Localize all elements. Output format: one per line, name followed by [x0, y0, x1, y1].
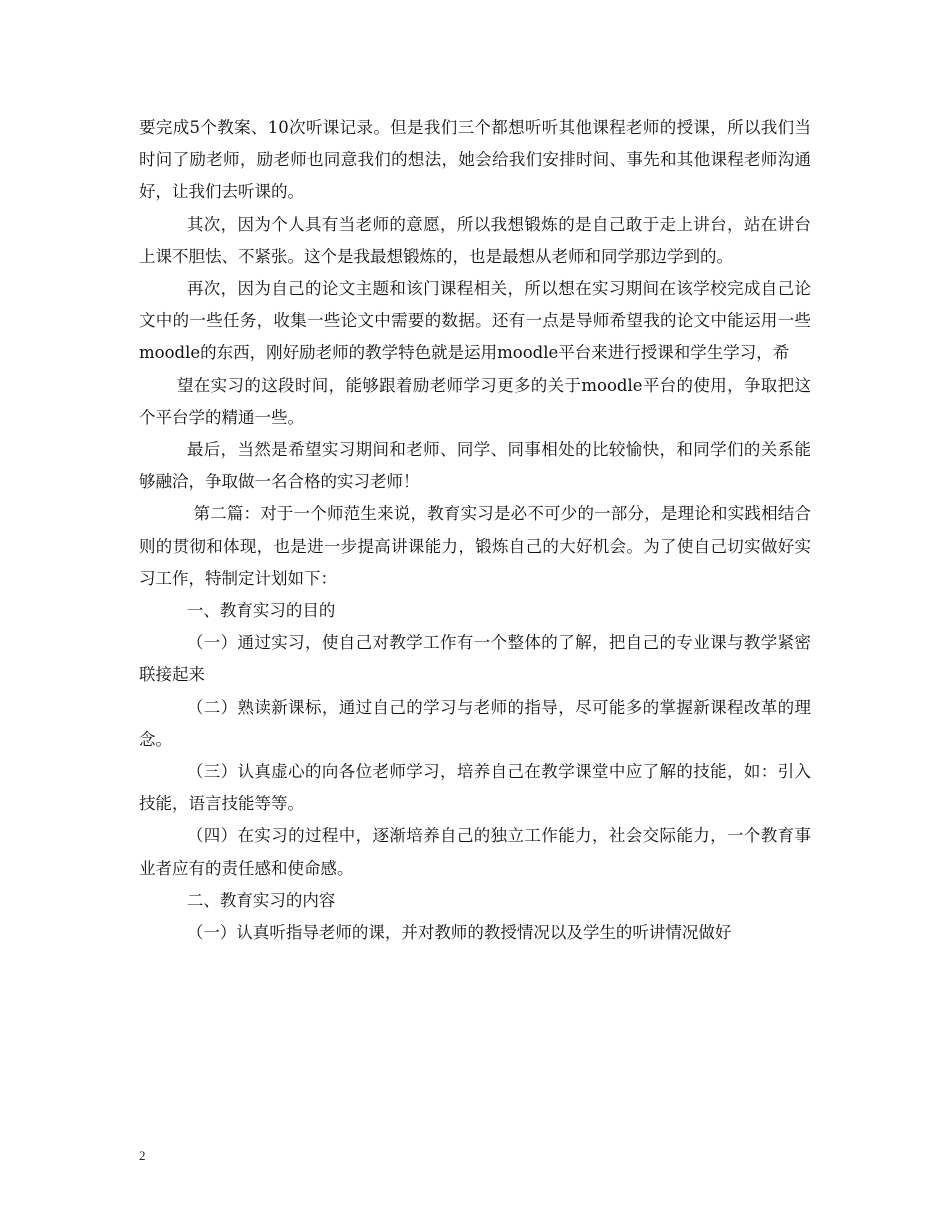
paragraph-6: 第二篇：对于一个师范生来说，教育实习是必不可少的一部分，是理论和实践相结合则的贯彻和体现，也是进一步提高讲课能力，锻炼自己的大好机会。为了使自己切实做好实习工作，特制定计划如下：: [139, 504, 811, 588]
paragraph-1: 要完成5个教案、10次听课记录。但是我们三个都想听听其他课程老师的授课，所以我们当时问了励老师，励老师也同意我们的想法，她会给我们安排时间、事先和其他课程老师沟通好，让我们去听课的。: [139, 118, 811, 202]
list-item-3: （三）认真虚心的向各位老师学习，培养自己在教学课堂中应了解的技能，如：引入技能，语言技能等等。: [139, 762, 811, 814]
list-item-4: （四）在实习的过程中，逐渐培养自己的独立工作能力，社会交际能力，一个教育事业者应有的责任感和使命感。: [139, 826, 811, 878]
section-heading-2: 二、教育实习的内容: [186, 890, 336, 910]
paragraph-3: 再次，因为自己的论文主题和该门课程相关，所以想在实习期间在该学校完成自己论文中的一些任务，收集一些论文中需要的数据。还有一点是导师希望我的论文中能运用一些moodle的东西，刚好励老师的教学特色就是运用moodle平台来进行授课和学生学习，希: [139, 279, 811, 363]
page-number: 2: [139, 1148, 146, 1163]
paragraph-5: 最后，当然是希望实习期间和老师、同学、同事相处的比较愉快，和同学们的关系能够融洽，争取做一名合格的实习老师！: [139, 440, 811, 492]
paragraph-4: 望在实习的这段时间，能够跟着励老师学习更多的关于moodle平台的使用，争取把这个平台学的精通一些。: [139, 375, 811, 427]
paragraph-2: 其次，因为个人具有当老师的意愿，所以我想锻炼的是自己敢于走上讲台，站在讲台上课不胆怯、不紧张。这个是我最想锻炼的，也是最想从老师和同学那边学到的。: [139, 214, 811, 266]
section-heading-1: 一、教育实习的目的: [186, 601, 336, 621]
document-body: [139, 112, 811, 949]
list-item-5: （一）认真听指导老师的课，并对教师的教授情况以及学生的听讲情况做好: [186, 923, 732, 943]
list-item-2: （二）熟读新课标，通过自己的学习与老师的指导，尽可能多的掌握新课程改革的理念。: [139, 697, 811, 749]
list-item-1: （一）通过实习，使自己对教学工作有一个整体的了解，把自己的专业课与教学紧密联接起来: [139, 633, 811, 685]
